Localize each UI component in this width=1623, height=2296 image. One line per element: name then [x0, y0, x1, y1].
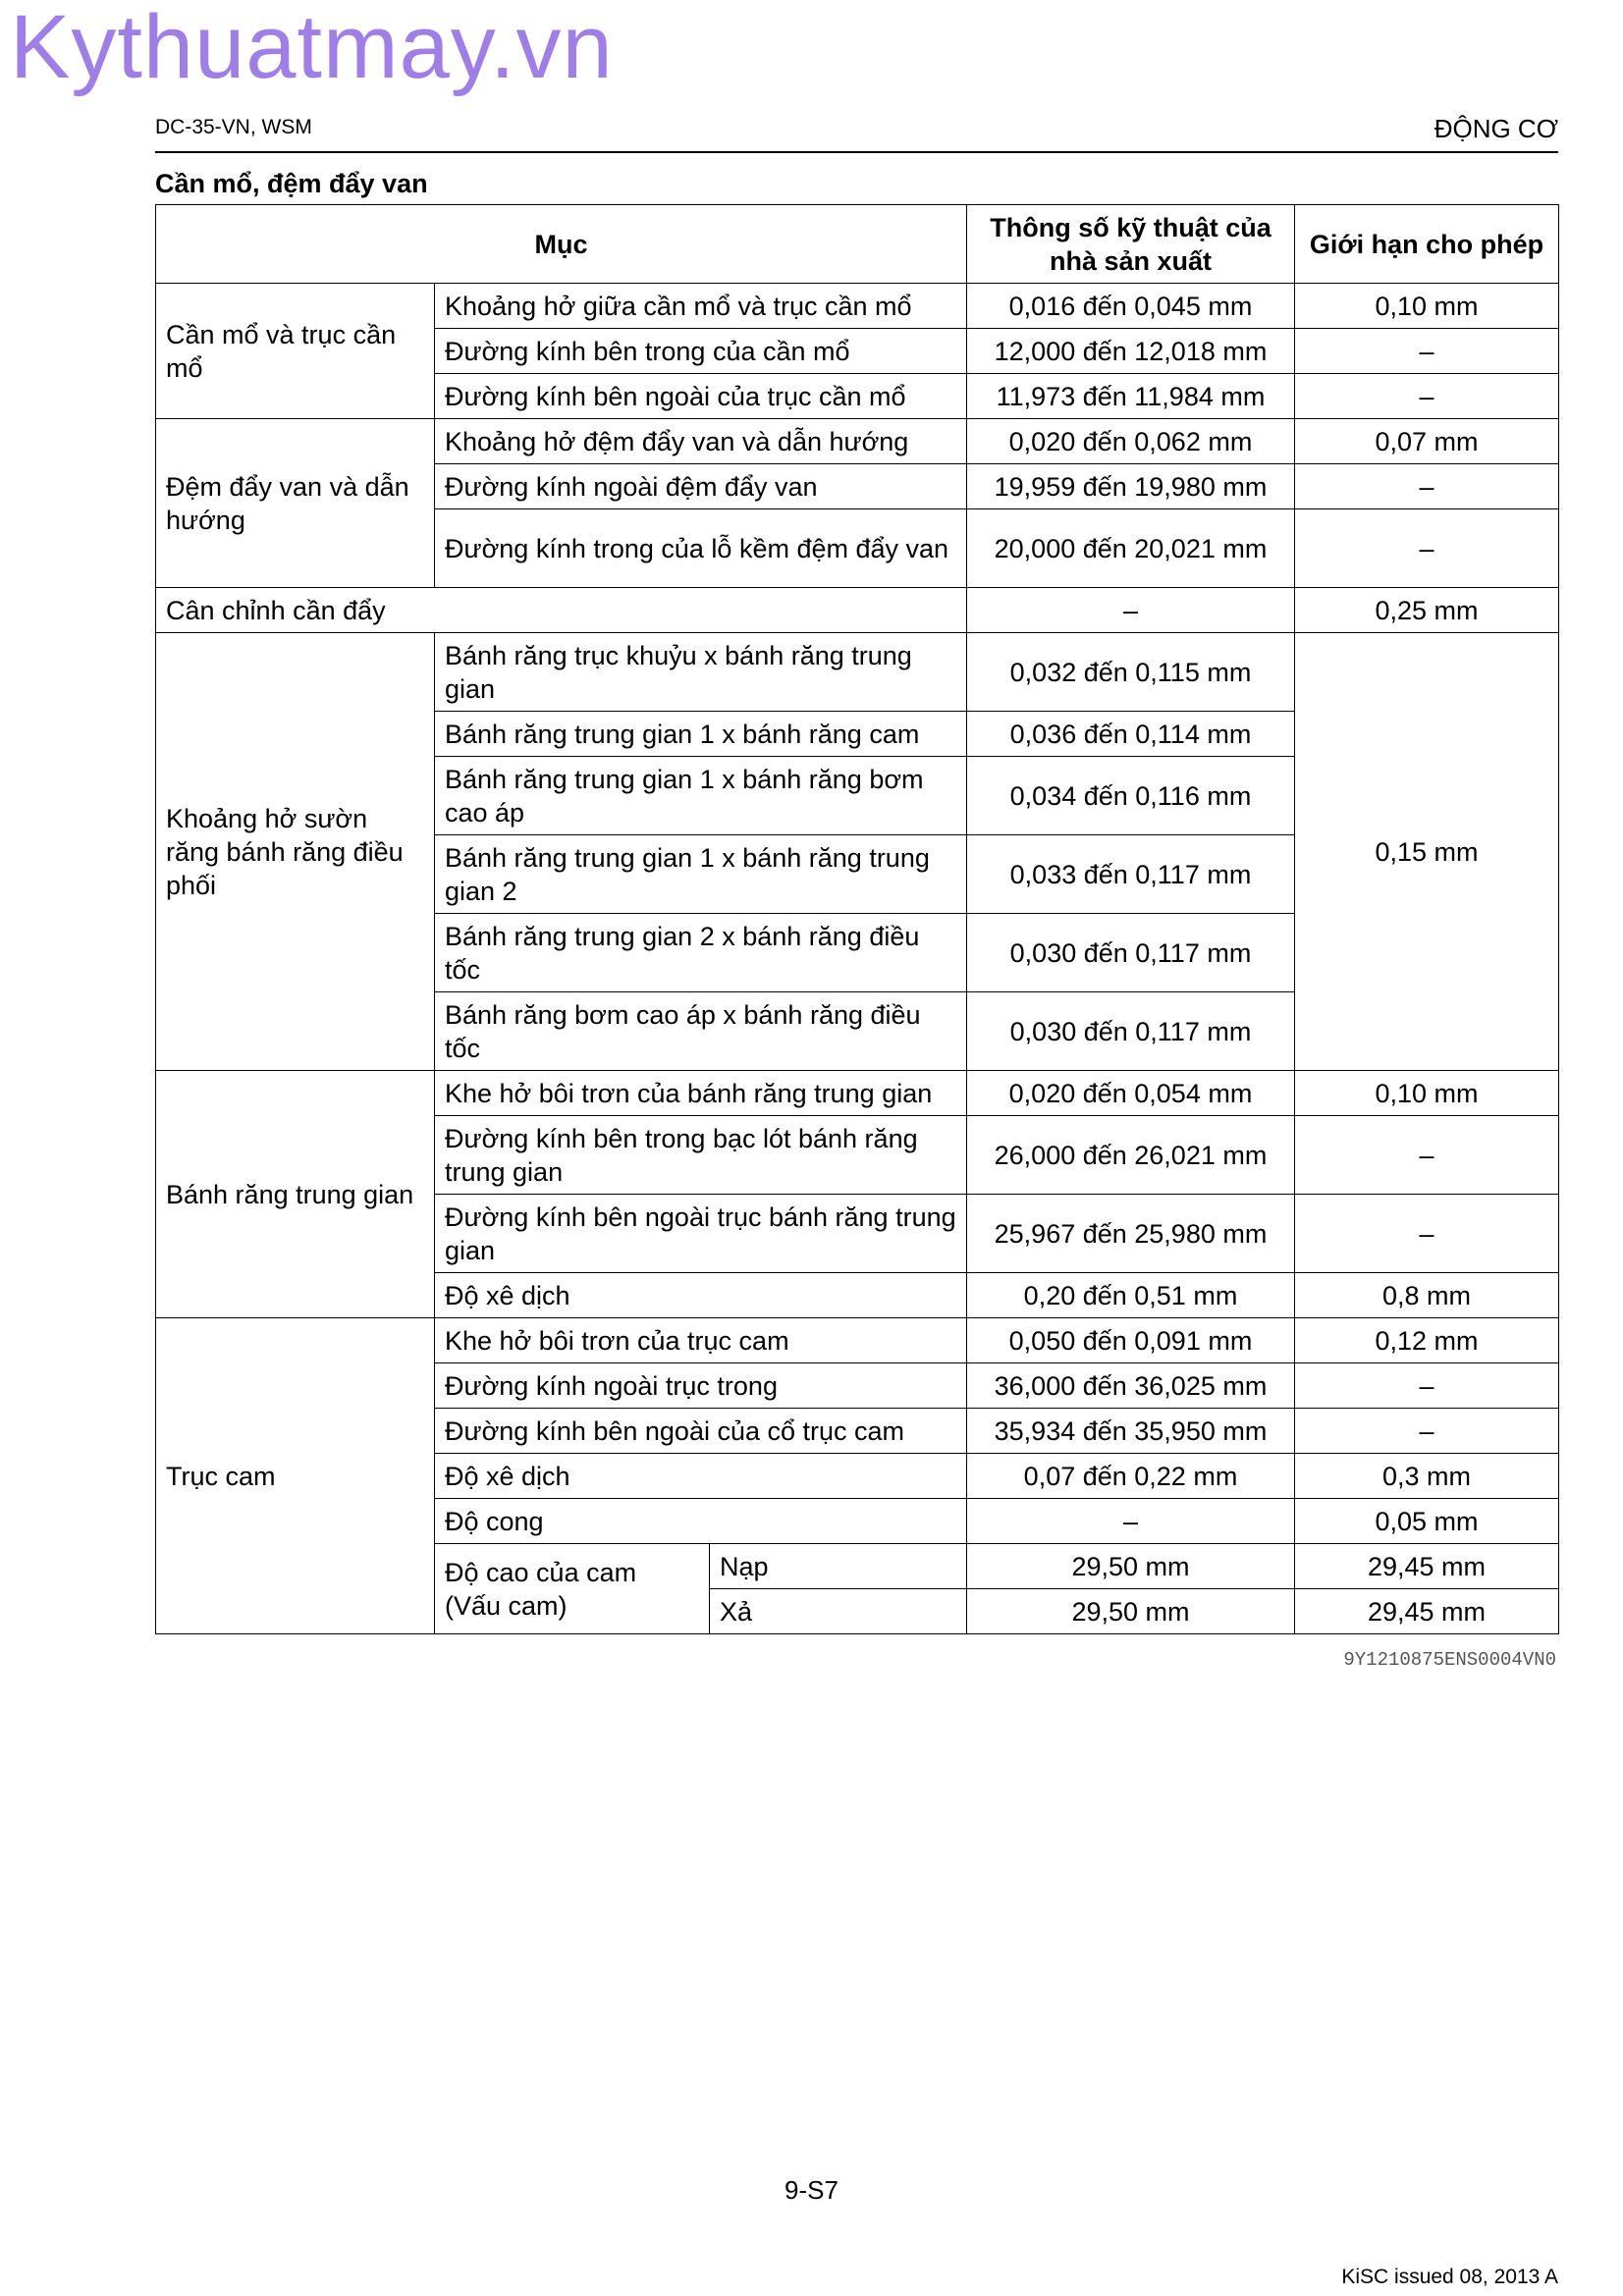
table-row	[156, 588, 1559, 633]
row-spec: 35,934 đến 35,950 mm	[967, 1409, 1295, 1454]
row-limit: –	[1295, 1409, 1559, 1454]
group-label: Trục cam	[156, 1318, 435, 1634]
row-item: Bánh răng trục khuỷu x bánh răng trung gian	[435, 633, 967, 712]
group-label: Cần mổ và trục cần mổ	[156, 284, 435, 419]
row-limit: 0,10 mm	[1295, 284, 1559, 329]
page-number: 9-S7	[784, 2175, 839, 2205]
row-spec: 26,000 đến 26,021 mm	[967, 1116, 1295, 1195]
row-item: Đường kính ngoài trục trong	[435, 1363, 967, 1409]
row-limit: 29,45 mm	[1295, 1544, 1559, 1589]
row-limit: 0,05 mm	[1295, 1499, 1559, 1544]
row-limit: 0,15 mm	[1295, 633, 1559, 1071]
row-item: Đường kính bên ngoài trục bánh răng trung gian	[435, 1195, 967, 1273]
row-item: Khoảng hở giữa cần mổ và trục cần mổ	[435, 284, 967, 329]
row-item: Đường kính bên ngoài của cổ trục cam	[435, 1409, 967, 1454]
row-limit: 0,8 mm	[1295, 1273, 1559, 1318]
table-row	[156, 419, 1559, 464]
table-row	[156, 1071, 1559, 1116]
row-spec: 0,030 đến 0,117 mm	[967, 992, 1295, 1071]
footer-issue-note: KiSC issued 08, 2013 A	[1341, 2266, 1558, 2288]
header-manual-code: DC-35-VN, WSM	[155, 116, 312, 138]
table-row	[156, 284, 1559, 329]
row-limit: –	[1295, 1363, 1559, 1409]
row-item: Bánh răng bơm cao áp x bánh răng điều tốc	[435, 992, 967, 1071]
table-row	[156, 1318, 1559, 1363]
watermark-logo: Kythuatmay.vn	[10, 0, 614, 97]
row-item: Bánh răng trung gian 1 x bánh răng cam	[435, 712, 967, 757]
row-item: Độ cao của cam (Vấu cam)	[435, 1544, 710, 1634]
row-item: Bánh răng trung gian 2 x bánh răng điều tốc	[435, 914, 967, 992]
row-spec: –	[967, 588, 1295, 633]
header-item: Mục	[156, 205, 967, 284]
row-spec: 0,033 đến 0,117 mm	[967, 835, 1295, 914]
row-item: Đường kính trong của lỗ kềm đệm đẩy van	[435, 509, 967, 588]
row-spec: 29,50 mm	[967, 1589, 1295, 1634]
row-spec: –	[967, 1499, 1295, 1544]
row-item: Khe hở bôi trơn của bánh răng trung gian	[435, 1071, 967, 1116]
row-spec: 12,000 đến 12,018 mm	[967, 329, 1295, 374]
row-item: Bánh răng trung gian 1 x bánh răng trung gian 2	[435, 835, 967, 914]
row-limit: 29,45 mm	[1295, 1589, 1559, 1634]
row-spec: 0,034 đến 0,116 mm	[967, 757, 1295, 835]
header-spec: Thông số kỹ thuật của nhà sản xuất	[967, 205, 1295, 284]
document-code: 9Y1210875ENS0004VN0	[1343, 1649, 1556, 1671]
row-spec: 29,50 mm	[967, 1544, 1295, 1589]
header-chapter-title: ĐỘNG CƠ	[1434, 114, 1558, 143]
row-limit: 0,12 mm	[1295, 1318, 1559, 1363]
group-label: Khoảng hở sườn răng bánh răng điều phối	[156, 633, 435, 1071]
row-spec: 20,000 đến 20,021 mm	[967, 509, 1295, 588]
row-spec: 0,07 đến 0,22 mm	[967, 1454, 1295, 1499]
row-item: Khoảng hở đệm đẩy van và dẫn hướng	[435, 419, 967, 464]
row-limit: –	[1295, 464, 1559, 509]
row-spec: 0,036 đến 0,114 mm	[967, 712, 1295, 757]
row-limit: 0,07 mm	[1295, 419, 1559, 464]
row-item: Đường kính bên trong của cần mổ	[435, 329, 967, 374]
row-limit: 0,25 mm	[1295, 588, 1559, 633]
row-limit: –	[1295, 374, 1559, 419]
row-item: Đường kính ngoài đệm đẩy van	[435, 464, 967, 509]
row-limit: 0,10 mm	[1295, 1071, 1559, 1116]
row-item: Cân chỉnh cần đẩy	[156, 588, 967, 633]
row-item: Bánh răng trung gian 1 x bánh răng bơm cao áp	[435, 757, 967, 835]
row-spec: 0,20 đến 0,51 mm	[967, 1273, 1295, 1318]
row-spec: 11,973 đến 11,984 mm	[967, 374, 1295, 419]
row-item: Đường kính bên ngoài của trục cần mổ	[435, 374, 967, 419]
row-spec: 0,030 đến 0,117 mm	[967, 914, 1295, 992]
row-limit: –	[1295, 1195, 1559, 1273]
row-item: Khe hở bôi trơn của trục cam	[435, 1318, 967, 1363]
row-limit: –	[1295, 329, 1559, 374]
row-item: Độ cong	[435, 1499, 967, 1544]
row-spec: 0,050 đến 0,091 mm	[967, 1318, 1295, 1363]
row-limit: 0,3 mm	[1295, 1454, 1559, 1499]
row-item: Độ xê dịch	[435, 1454, 967, 1499]
row-subitem: Xả	[710, 1589, 967, 1634]
row-spec: 36,000 đến 36,025 mm	[967, 1363, 1295, 1409]
row-limit: –	[1295, 509, 1559, 588]
row-item: Độ xê dịch	[435, 1273, 967, 1318]
table-header-row	[156, 205, 1559, 284]
table-row	[156, 633, 1559, 712]
header-divider	[155, 151, 1558, 153]
row-spec: 25,967 đến 25,980 mm	[967, 1195, 1295, 1273]
section-title: Cần mổ, đệm đẩy van	[155, 169, 428, 198]
row-spec: 0,016 đến 0,045 mm	[967, 284, 1295, 329]
row-spec: 0,020 đến 0,062 mm	[967, 419, 1295, 464]
spec-table	[155, 204, 1559, 1634]
group-label: Đệm đẩy van và dẫn hướng	[156, 419, 435, 588]
row-item: Đường kính bên trong bạc lót bánh răng trung gian	[435, 1116, 967, 1195]
row-subitem: Nạp	[710, 1544, 967, 1589]
row-spec: 0,020 đến 0,054 mm	[967, 1071, 1295, 1116]
header-limit: Giới hạn cho phép	[1295, 205, 1559, 284]
row-limit: –	[1295, 1116, 1559, 1195]
row-spec: 19,959 đến 19,980 mm	[967, 464, 1295, 509]
row-spec: 0,032 đến 0,115 mm	[967, 633, 1295, 712]
group-label: Bánh răng trung gian	[156, 1071, 435, 1318]
